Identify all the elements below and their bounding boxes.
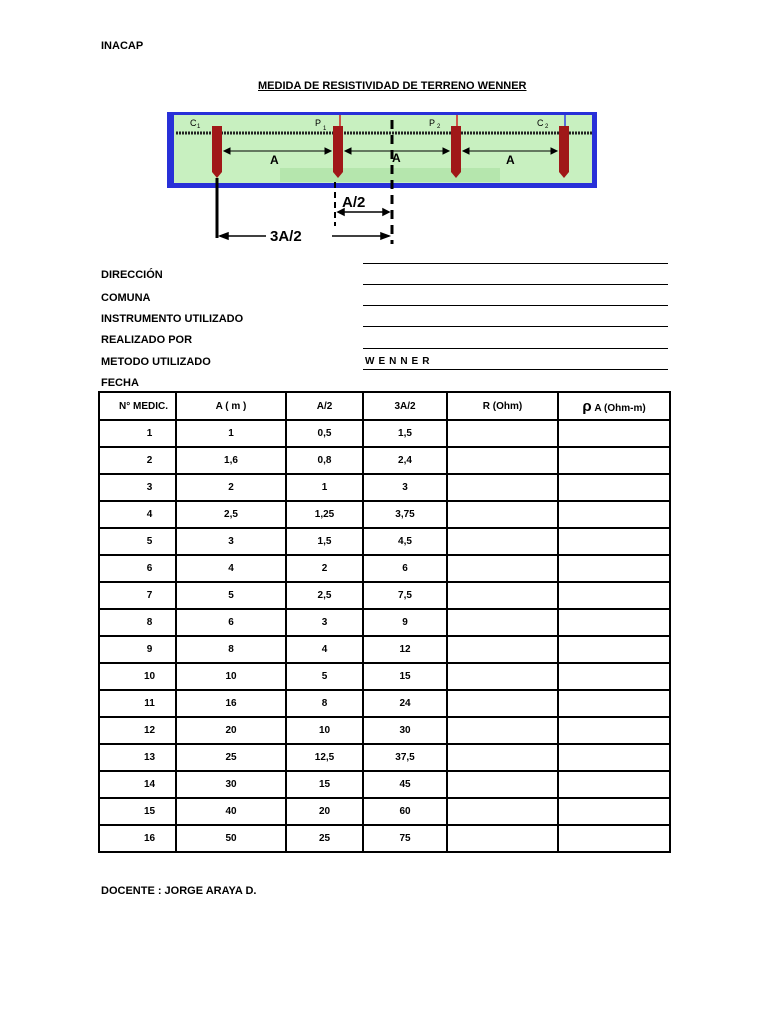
- cell-a: 40: [176, 798, 286, 825]
- cell-half-a: 15: [286, 771, 363, 798]
- cell-n-medic: 10: [99, 663, 176, 690]
- cell-three-half-a: 3: [363, 474, 447, 501]
- table-row: [99, 771, 670, 798]
- field-label-metodo: METODO UTILIZADO: [101, 356, 211, 368]
- cell-rho[interactable]: [558, 420, 670, 447]
- table-row: [99, 636, 670, 663]
- cell-n-medic: 9: [99, 636, 176, 663]
- cell-r-ohm[interactable]: [447, 798, 558, 825]
- field-line-direccion: [363, 284, 668, 285]
- field-label-realizado: REALIZADO POR: [101, 334, 193, 346]
- measurement-table: [98, 391, 671, 853]
- cell-r-ohm[interactable]: [447, 474, 558, 501]
- cell-n-medic: 8: [99, 609, 176, 636]
- col-header-a: A ( m ): [176, 392, 286, 420]
- cell-three-half-a: 15: [363, 663, 447, 690]
- cell-n-medic: 4: [99, 501, 176, 528]
- cell-rho[interactable]: [558, 744, 670, 771]
- cell-r-ohm[interactable]: [447, 420, 558, 447]
- cell-rho[interactable]: [558, 798, 670, 825]
- cell-rho[interactable]: [558, 609, 670, 636]
- cell-half-a: 4: [286, 636, 363, 663]
- cell-n-medic: 7: [99, 582, 176, 609]
- field-label-direccion: DIRECCIÓN: [101, 269, 163, 281]
- col-header-three-half-a: 3A/2: [363, 392, 447, 420]
- table-row: [99, 609, 670, 636]
- cell-half-a: 12,5: [286, 744, 363, 771]
- spacing-label-3: A: [506, 153, 515, 167]
- electrode-sub-p2: 2: [437, 124, 441, 130]
- cell-rho[interactable]: [558, 636, 670, 663]
- cell-rho[interactable]: [558, 474, 670, 501]
- cell-rho[interactable]: [558, 555, 670, 582]
- cell-rho[interactable]: [558, 690, 670, 717]
- cell-r-ohm[interactable]: [447, 825, 558, 852]
- cell-a: 4: [176, 555, 286, 582]
- cell-half-a: 1,25: [286, 501, 363, 528]
- table-row: [99, 690, 670, 717]
- cell-a: 6: [176, 609, 286, 636]
- cell-a: 5: [176, 582, 286, 609]
- cell-a: 16: [176, 690, 286, 717]
- electrode-sub-p1: 1: [323, 126, 327, 132]
- cell-half-a: 20: [286, 798, 363, 825]
- cell-half-a: 8: [286, 690, 363, 717]
- cell-a: 3: [176, 528, 286, 555]
- cell-half-a: 2,5: [286, 582, 363, 609]
- electrode-label-p2: P: [429, 118, 436, 128]
- col-header-half-a: A/2: [286, 392, 363, 420]
- electrode-rod-c1: [212, 126, 222, 178]
- cell-r-ohm[interactable]: [447, 609, 558, 636]
- field-label-fecha: FECHA: [101, 377, 139, 389]
- cell-r-ohm[interactable]: [447, 528, 558, 555]
- cell-n-medic: 12: [99, 717, 176, 744]
- field-label-comuna: COMUNA: [101, 292, 151, 304]
- col-header-r-ohm: R (Ohm): [447, 392, 558, 420]
- cell-three-half-a: 45: [363, 771, 447, 798]
- cell-rho[interactable]: [558, 825, 670, 852]
- cell-n-medic: 2: [99, 447, 176, 474]
- cell-rho[interactable]: [558, 663, 670, 690]
- cell-n-medic: 16: [99, 825, 176, 852]
- cell-rho[interactable]: [558, 528, 670, 555]
- cell-three-half-a: 2,4: [363, 447, 447, 474]
- electrode-sub-c2: 2: [545, 124, 549, 130]
- cell-r-ohm[interactable]: [447, 771, 558, 798]
- field-line-realizado: [363, 348, 668, 349]
- cell-r-ohm[interactable]: [447, 717, 558, 744]
- table-row: [99, 528, 670, 555]
- table-row: [99, 663, 670, 690]
- electrode-rod-p1: [333, 126, 343, 178]
- electrode-label-c2: C: [537, 118, 544, 128]
- cell-a: 50: [176, 825, 286, 852]
- spacing-label-2: A: [392, 151, 401, 165]
- cell-rho[interactable]: [558, 447, 670, 474]
- table-header-row: [99, 392, 670, 420]
- table-row: [99, 744, 670, 771]
- rho-symbol: ρ: [582, 397, 592, 415]
- cell-n-medic: 14: [99, 771, 176, 798]
- cell-a: 25: [176, 744, 286, 771]
- cell-three-half-a: 3,75: [363, 501, 447, 528]
- table-row: [99, 798, 670, 825]
- cell-n-medic: 5: [99, 528, 176, 555]
- cell-a: 2: [176, 474, 286, 501]
- cell-three-half-a: 6: [363, 555, 447, 582]
- cell-three-half-a: 12: [363, 636, 447, 663]
- cell-three-half-a: 37,5: [363, 744, 447, 771]
- cell-half-a: 0,8: [286, 447, 363, 474]
- cell-half-a: 3: [286, 609, 363, 636]
- cell-r-ohm[interactable]: [447, 690, 558, 717]
- cell-r-ohm[interactable]: [447, 663, 558, 690]
- cell-r-ohm[interactable]: [447, 582, 558, 609]
- organization-name: INACAP: [101, 40, 144, 52]
- cell-three-half-a: 30: [363, 717, 447, 744]
- field-line-top: [363, 263, 668, 264]
- cell-three-half-a: 60: [363, 798, 447, 825]
- cell-three-half-a: 7,5: [363, 582, 447, 609]
- half-spacing-label: A/2: [342, 194, 366, 211]
- cell-a: 2,5: [176, 501, 286, 528]
- spacing-label-1: A: [270, 153, 279, 167]
- wenner-diagram: [160, 108, 600, 258]
- cell-half-a: 1: [286, 474, 363, 501]
- field-line-metodo: [363, 369, 668, 370]
- cell-half-a: 5: [286, 663, 363, 690]
- col-header-n-medic: N° MEDIC.: [99, 392, 176, 420]
- field-label-instrumento: INSTRUMENTO UTILIZADO: [101, 313, 244, 325]
- cell-r-ohm[interactable]: [447, 555, 558, 582]
- cell-n-medic: 6: [99, 555, 176, 582]
- cell-half-a: 1,5: [286, 528, 363, 555]
- cell-r-ohm[interactable]: [447, 501, 558, 528]
- electrode-rod-c2: [559, 126, 569, 178]
- cell-a: 8: [176, 636, 286, 663]
- three-half-spacing-label: 3A/2: [270, 228, 302, 245]
- electrode-sub-c1: 1: [197, 124, 201, 130]
- col-header-rho: [558, 392, 670, 420]
- table-row: [99, 582, 670, 609]
- cell-three-half-a: 75: [363, 825, 447, 852]
- teacher-footer: DOCENTE : JORGE ARAYA D.: [101, 885, 257, 897]
- cell-a: 20: [176, 717, 286, 744]
- cell-rho[interactable]: [558, 771, 670, 798]
- field-line-instrumento: [363, 326, 668, 327]
- col-header-rho-label: A (Ohm-m): [594, 402, 646, 414]
- cell-a: 10: [176, 663, 286, 690]
- cell-a: 30: [176, 771, 286, 798]
- cell-three-half-a: 1,5: [363, 420, 447, 447]
- table-row: [99, 717, 670, 744]
- cell-a: 1,6: [176, 447, 286, 474]
- electrode-label-c1: C: [190, 118, 197, 128]
- table-row: [99, 474, 670, 501]
- table-row: [99, 420, 670, 447]
- cell-three-half-a: 9: [363, 609, 447, 636]
- cell-n-medic: 11: [99, 690, 176, 717]
- table-row: [99, 825, 670, 852]
- cell-three-half-a: 24: [363, 690, 447, 717]
- electrode-rod-p2: [451, 126, 461, 178]
- cell-n-medic: 1: [99, 420, 176, 447]
- cell-rho[interactable]: [558, 717, 670, 744]
- cell-r-ohm[interactable]: [447, 447, 558, 474]
- cell-n-medic: 13: [99, 744, 176, 771]
- electrode-label-p1: P: [315, 118, 322, 128]
- cell-half-a: 10: [286, 717, 363, 744]
- table-row: [99, 447, 670, 474]
- cell-r-ohm[interactable]: [447, 744, 558, 771]
- cell-a: 1: [176, 420, 286, 447]
- table-row: [99, 555, 670, 582]
- document-title: MEDIDA DE RESISTIVIDAD DE TERRENO WENNER: [258, 80, 527, 92]
- cell-half-a: 25: [286, 825, 363, 852]
- field-value-metodo: WENNER: [365, 356, 434, 367]
- table-row: [99, 501, 670, 528]
- cell-r-ohm[interactable]: [447, 636, 558, 663]
- cell-half-a: 0,5: [286, 420, 363, 447]
- cell-n-medic: 15: [99, 798, 176, 825]
- field-line-comuna: [363, 305, 668, 306]
- cell-three-half-a: 4,5: [363, 528, 447, 555]
- cell-n-medic: 3: [99, 474, 176, 501]
- cell-rho[interactable]: [558, 582, 670, 609]
- cell-half-a: 2: [286, 555, 363, 582]
- cell-rho[interactable]: [558, 501, 670, 528]
